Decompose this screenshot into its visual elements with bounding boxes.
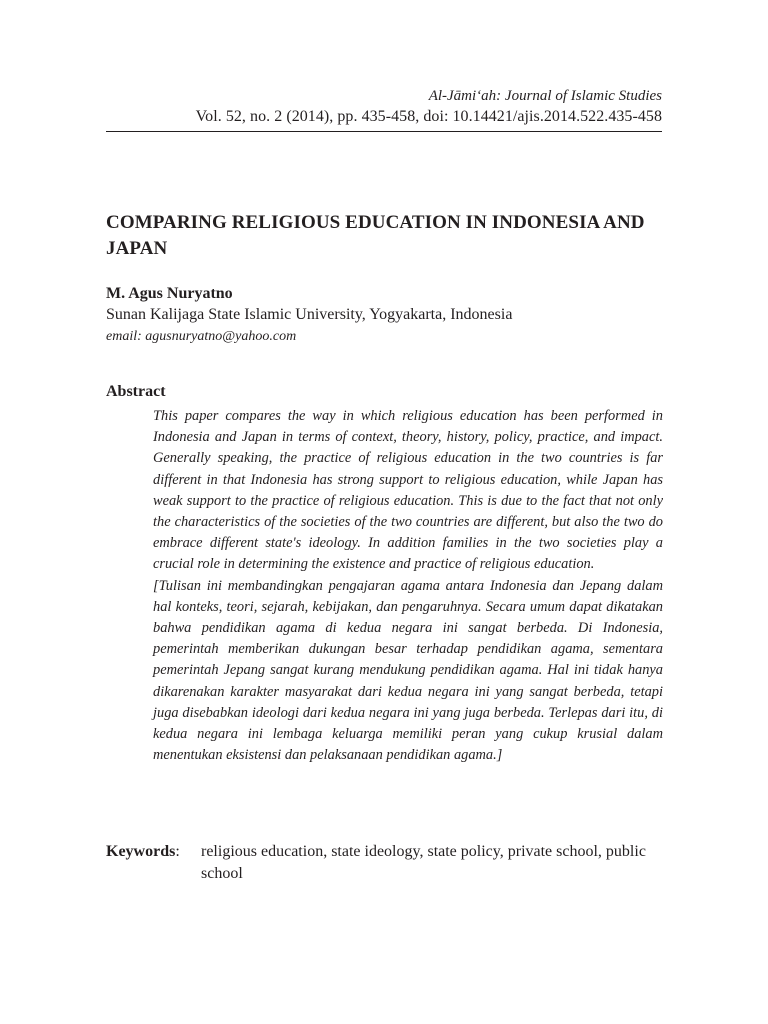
citation-line: Vol. 52, no. 2 (2014), pp. 435-458, doi: 10.14421/ajis.2014.522.435-458 bbox=[195, 108, 662, 125]
keywords-label: Keywords bbox=[106, 843, 176, 860]
abstract-english: This paper compares the way in which religious education has been performed in Indonesia and Japan in terms of context, theory, history, policy, practice, and impact. Generally speaking, the practice of religious education in the two countries is far different in that Indonesia has strong support to religious education, while Japan has weak support to the practice of religious education. This is due to the fact that not only the characteristics of the societies of the two countries are different, but also the two do embrace different state's ideology. In addition families in the two societies play a crucial role in determining the existence and practice of religious education. bbox=[153, 408, 663, 573]
journal-name: Al-Jāmi‘ah: Journal of Islamic Studies bbox=[428, 88, 662, 104]
abstract-indonesian: [Tulisan ini membandingkan pengajaran agama antara Indonesia dan Jepang dalam hal konteks, teori, sejarah, kebijakan, dan pengaruhnya. Secara umum dapat dikatakan bahwa pendidikan agama di kedua negara ini sangat berbeda. Di Indonesia, pemerintah memberikan dukungan besar terhadap pendidikan agama, sementara pemerintah Jepang sangat kurang mendukung pendidikan agama. Hal ini tidak hanya dikarenakan karakter masyarakat dari kedua negara ini yang sangat berbeda, tetapi juga disebabkan ideologi dari kedua negara ini yang juga berbeda. Terlepas dari itu, di kedua negara ini lembaga keluarga memiliki peran yang cukup krusial dalam menentukan eksistensi dan pelaksanaan pendidikan agama.] bbox=[153, 577, 663, 764]
author-email: email: agusnuryatno@yahoo.com bbox=[106, 329, 297, 344]
abstract-body bbox=[153, 406, 663, 766]
keywords-block bbox=[106, 841, 666, 882]
keywords-text: religious education, state ideology, state policy, private school, public school bbox=[201, 843, 646, 882]
author-name: M. Agus Nuryatno bbox=[106, 285, 233, 302]
keywords-separator: : bbox=[175, 843, 180, 860]
article-title: COMPARING RELIGIOUS EDUCATION IN INDONESIA AND JAPAN bbox=[106, 212, 645, 259]
author-affiliation: Sunan Kalijaga State Islamic University, Yogyakarta, Indonesia bbox=[106, 306, 513, 323]
header-rule bbox=[106, 131, 662, 132]
abstract-heading: Abstract bbox=[106, 383, 166, 400]
running-head bbox=[82, 86, 662, 128]
